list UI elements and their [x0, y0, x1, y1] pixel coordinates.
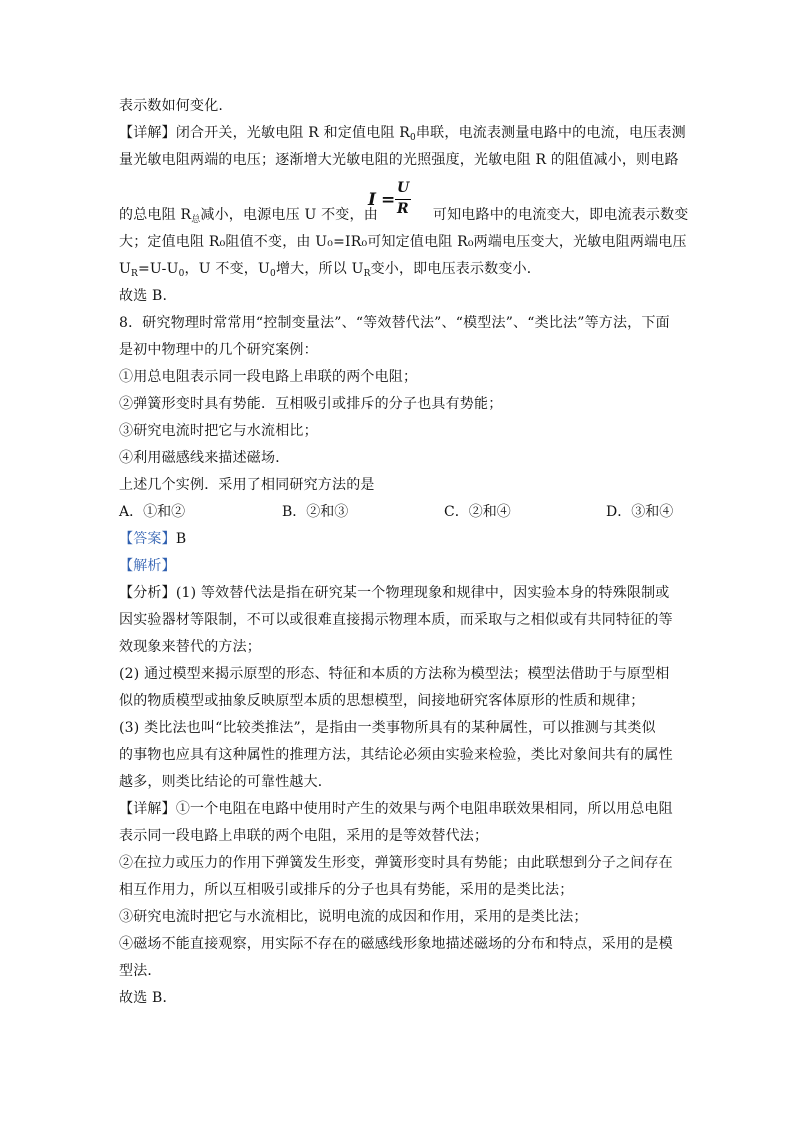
option-d: D．③和④ — [606, 504, 674, 520]
option-a: A．①和② — [119, 504, 186, 520]
fraction-bar — [395, 199, 411, 200]
text-line: 大；定值电阻 R₀阻值不变，由 U₀=IR₀可知定值电阻 R₀两端电压变大，光敏电阻两端电压 — [119, 234, 687, 250]
text-line: $U_R=U-U_0$，U 不变，$U_0$增大，所以 $U_R$变小，即电压表示数变小． — [119, 261, 541, 279]
ohms-law-formula: I = U R — [368, 180, 410, 217]
text-line: 越多，则类比结论的可靠性越大． — [119, 774, 332, 790]
text-line: 是初中物理中的几个研究案例： — [119, 342, 318, 358]
text-line: 表示同一段电路上串联的两个电阻，采用的是等效替代法； — [119, 828, 489, 844]
text-line: 量光敏电阻两端的电压；逐渐增大光敏电阻的光照强度，光敏电阻 R 的阻值减小，则电路 — [119, 152, 679, 168]
answer-line: 【答案】B — [119, 531, 187, 547]
text-line: 型法． — [119, 963, 162, 979]
text-line: 效现象来替代的方法； — [119, 639, 261, 655]
text-line: 因实验器材等限制，不可以或很难直接揭示物理本质，而采取与之相似或有共同特征的等 — [119, 612, 673, 628]
analysis-subheading: 【分析】 — [119, 585, 176, 601]
answer-heading: 【答案】 — [119, 531, 176, 547]
text-line: 上述几个实例．采用了相同研究方法的是 — [119, 477, 375, 493]
case-item: ③研究电流时把它与水流相比； — [119, 423, 318, 439]
text-line: 表示数如何变化. — [119, 98, 224, 114]
case-item: ①用总电阻表示同一段电路上串联的两个电阻； — [119, 369, 418, 385]
detail-heading: 【详解】 — [119, 125, 176, 141]
case-item: ②弹簧形变时具有势能．互相吸引或排斥的分子也具有势能； — [119, 396, 503, 412]
text-line: ③研究电流时把它与水流相比，说明电流的成因和作用，采用的是类比法； — [119, 909, 588, 925]
question-stem: 8．研究物理时常常用“控制变量法”、“等效替代法”、“模型法”、“类比法”等方法，下面 — [119, 315, 670, 331]
analysis-line: 【分析】(1) 等效替代法是指在研究某一个物理现象和规律中，因实验本身的特殊限制或 — [119, 585, 670, 601]
detail-line: 【详解】闭合开关，光敏电阻 R 和定值电阻 $R_0$串联，电流表测量电路中的电流，电压表测 — [119, 125, 686, 143]
analysis-heading: 【解析】 — [119, 558, 176, 574]
text-line: 故选 B. — [119, 288, 168, 304]
text-line: 相互作用力，所以互相吸引或排斥的分子也具有势能，采用的是类比法； — [119, 882, 574, 898]
text-line: 的事物也应具有这种属性的推理方法，其结论必须由实验来检验，类比对象间共有的属性 — [119, 747, 673, 763]
option-c: C．②和④ — [444, 504, 511, 520]
text-line: 故选 B． — [119, 990, 177, 1006]
option-b: B．②和③ — [282, 504, 349, 520]
text-line-with-formula: 的总电阻 $R_总$减小，电源电压 U 不变，由 可知电路中的电流变大，即电流表示数变 — [119, 207, 689, 225]
detail-line: 【详解】①一个电阻在电路中使用时产生的效果与两个电阻串联效果相同，所以用总电阻 — [119, 801, 673, 817]
text-line: (2) 通过模型来揭示原型的形态、特征和本质的方法称为模型法；模型法借助于与原型相 — [119, 666, 670, 682]
case-item: ④利用磁感线来描述磁场． — [119, 450, 290, 466]
text-line: ④磁场不能直接观察，用实际不存在的磁感线形象地描述磁场的分布和特点，采用的是模 — [119, 936, 673, 952]
text-line: ②在拉力或压力的作用下弹簧发生形变，弹簧形变时具有势能；由此联想到分子之间存在 — [119, 855, 673, 871]
text-line: 似的物质模型或抽象反映原型本质的思想模型，间接地研究客体原形的性质和规律； — [119, 693, 645, 709]
text-line: (3) 类比法也叫“比较类推法”，是指由一类事物所具有的某种属性，可以推测与其类似 — [119, 720, 656, 736]
detail-heading: 【详解】 — [119, 801, 176, 817]
